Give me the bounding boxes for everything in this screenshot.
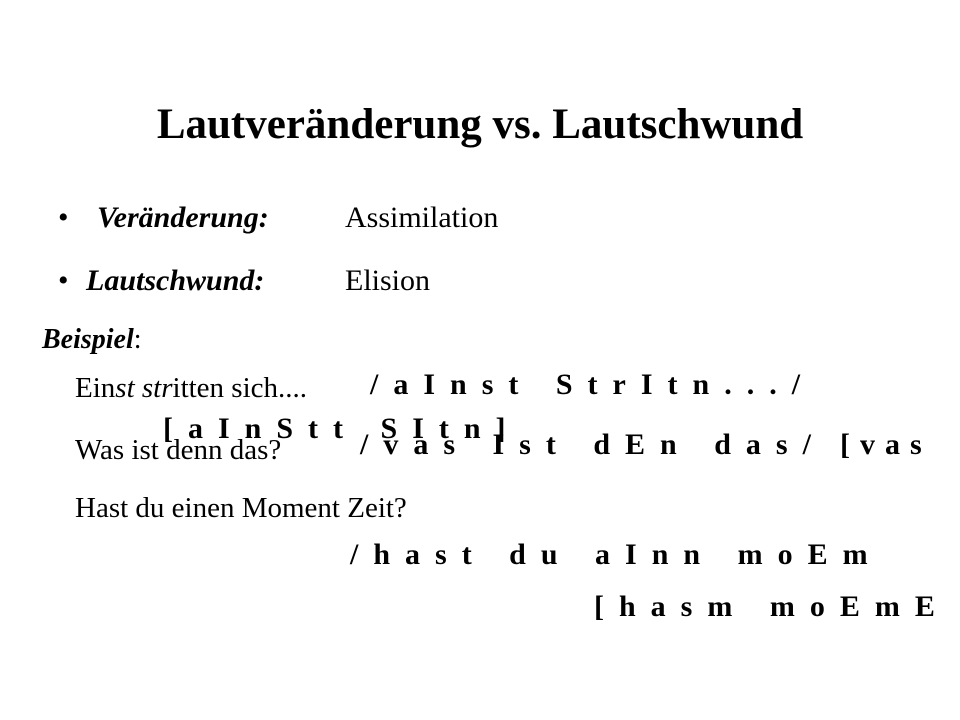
example-ipa-3: /hast du aInn moEm <box>350 538 883 571</box>
bullet-marker-1: • <box>58 201 69 234</box>
example-ipa-1-narrow: [aInStt SItn] <box>163 412 521 445</box>
bullet-label-lautschwund: Lautschwund: <box>86 264 265 297</box>
example-sentence-1 <box>75 372 307 405</box>
example-sentence-1-pre: Ein <box>75 372 116 404</box>
bullet-marker-2: • <box>58 264 69 297</box>
example-sentence-2: Was ist denn das? <box>75 434 282 466</box>
example-ipa-2: /vas Ist dEn das/ <box>360 428 826 461</box>
example-heading <box>42 324 142 356</box>
example-ipa-1: /aInst StrItn.../ <box>370 368 816 401</box>
example-ipa-2-narrow: [vas <box>840 428 932 461</box>
example-sentence-1-italic: st str <box>115 372 173 404</box>
example-heading-colon: : <box>133 324 142 355</box>
example-sentence-3: Hast du einen Moment Zeit? <box>75 492 407 524</box>
slide-title: Lautveränderung vs. Lautschwund <box>156 101 804 148</box>
bullet-term-assimilation: Assimilation <box>345 201 499 234</box>
example-sentence-1-post: itten sich.... <box>172 372 308 404</box>
example-heading-text: Beispiel <box>42 324 134 355</box>
example-ipa-3-narrow: [hasm moEmE <box>594 590 950 623</box>
bullet-label-veraenderung: Veränderung: <box>97 201 269 234</box>
bullet-term-elision: Elision <box>345 264 431 297</box>
